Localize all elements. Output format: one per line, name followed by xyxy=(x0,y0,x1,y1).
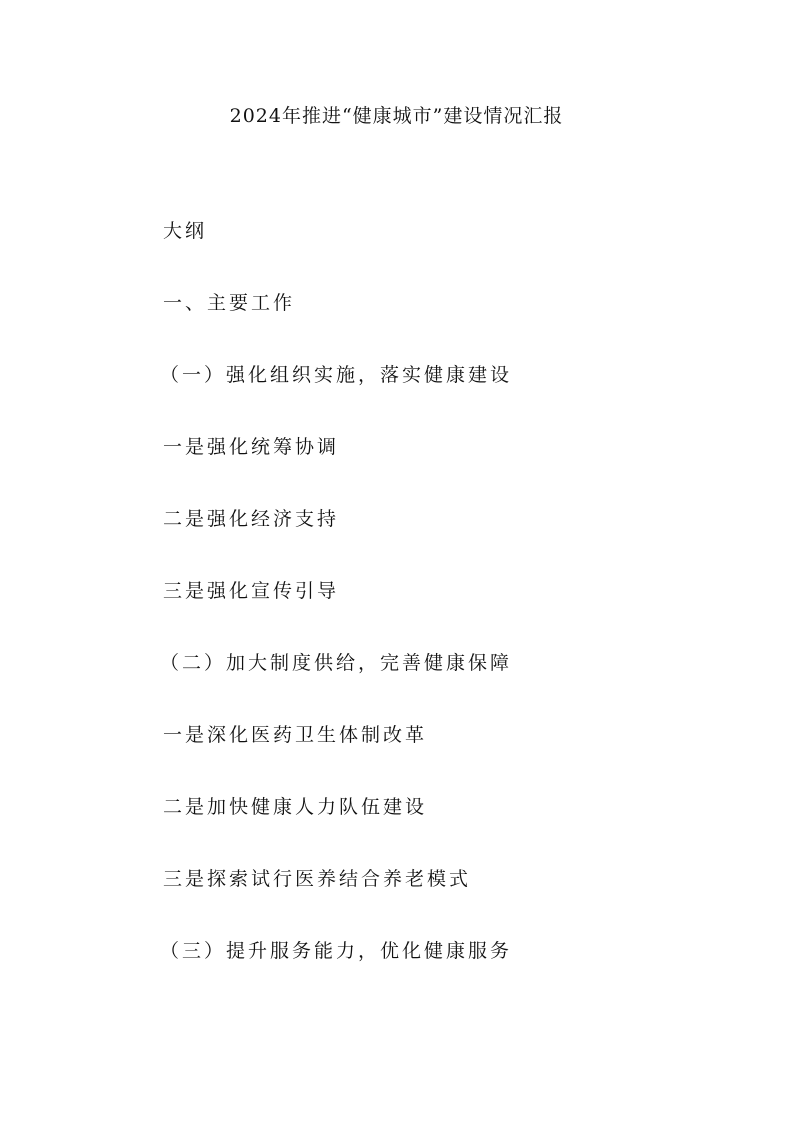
document-title: 2024年推进“健康城市”建设情况汇报 xyxy=(229,105,564,127)
list-item: 二是强化经济支持 xyxy=(163,508,340,530)
subsection-heading-3: （三）提升服务能力，优化健康服务 xyxy=(160,940,513,962)
list-item: 三是探索试行医养结合养老模式 xyxy=(163,868,472,890)
list-item: 二是加快健康人力队伍建设 xyxy=(163,796,428,818)
list-item: 一是强化统筹协调 xyxy=(163,436,340,458)
section-heading-main-work: 一、主要工作 xyxy=(163,292,296,314)
list-item: 三是强化宣传引导 xyxy=(163,580,340,602)
outline-heading: 大纲 xyxy=(163,220,208,242)
subsection-heading-2: （二）加大制度供给，完善健康保障 xyxy=(160,652,513,674)
subsection-heading-1: （一）强化组织实施，落实健康建设 xyxy=(160,364,513,386)
list-item: 一是深化医药卫生体制改革 xyxy=(163,724,428,746)
